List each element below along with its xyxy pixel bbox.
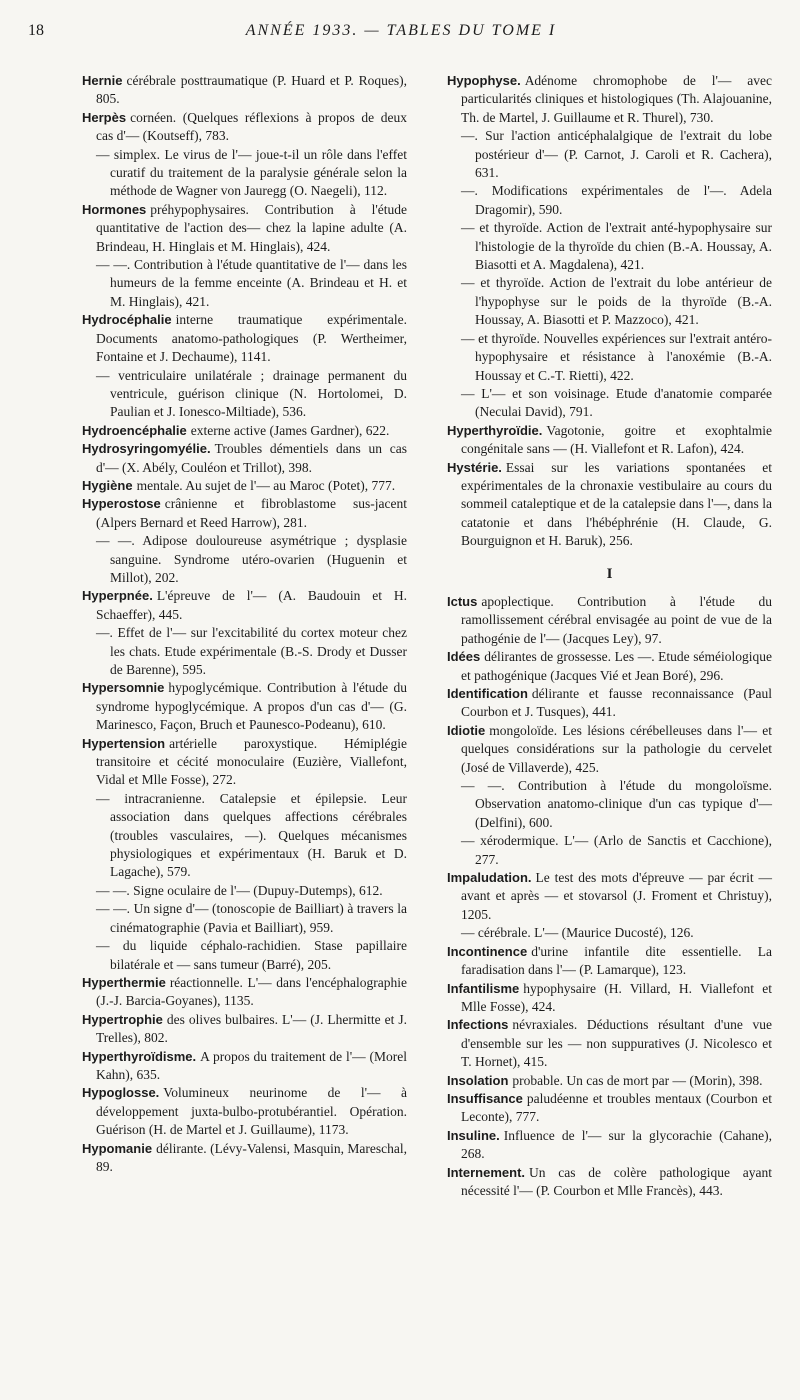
entry-headword: Hydrocéphalie (82, 312, 172, 328)
entry-headword: Hypertension (82, 735, 166, 751)
index-entry (82, 201, 407, 311)
section-letter: I (606, 565, 613, 582)
left-column (82, 72, 407, 1382)
entry-line: des olives bulbaires. L'— (J. Lhermitte et J. Trelles), 802. (96, 1011, 407, 1046)
entry-subentry (461, 924, 772, 942)
index-entry (447, 648, 772, 685)
entry-line: délirante et fausse reconnaissance (Paul Courbon et J. Tusques), 441. (461, 686, 772, 720)
index-entry (447, 422, 772, 459)
entry-line: Vagotonie, goitre et exophtalmie congénitale sans — (H. Viallefont et R. Lafon), 424. (461, 422, 772, 457)
entry-line: — et thyroïde. Action de l'extrait du lobe antérieur de l'hypophyse sur le poids de la thyroïde (B.-A. Houssay, A. Biasotti et P. Mazzoco), 421. (461, 275, 772, 328)
entry-text (82, 588, 407, 621)
entry-text (447, 594, 772, 646)
entry-line: névraxiales. Déductions résultant d'une vue d'ensemble sur les — non suppuratives (J. Nicolesco et T. Hornet), 415. (461, 1017, 772, 1070)
entry-text (447, 944, 772, 977)
page-number: 18 (28, 22, 44, 39)
entry-subentry (96, 532, 407, 587)
entry-line: préhypophysaires. Contribution à l'étude quantitative de l'action des— chez la lapine adulte (A. Brindeau, H. Hinglais et M. Hinglais), 424. (96, 201, 407, 254)
entry-headword: Hypomanie (82, 1140, 153, 1156)
entry-headword: Internement. (447, 1164, 526, 1180)
entry-headword: Hyperthyroïdie. (447, 422, 543, 438)
index-entry (82, 311, 407, 421)
index-entry (82, 72, 407, 109)
entry-headword: Hypoglosse. (82, 1085, 160, 1101)
entry-subentry (461, 777, 772, 832)
entry-line: —. Sur l'action anticéphalalgique de l'extrait du lobe postérieur d'— (P. Carnot, J. Caroli et R. Cachera), 631. (461, 128, 772, 181)
entry-headword: Impaludation. (447, 870, 532, 886)
index-entry (447, 1164, 772, 1201)
entry-line: Adénome chromophobe de l'— avec particularités cliniques et histologiques (Th. Alajouanine, Th. de Martel, J. Guillaume et R. Thurel), 730. (461, 73, 772, 125)
index-entry (447, 869, 772, 943)
index-entry (82, 109, 407, 201)
entry-subentry (96, 790, 407, 882)
entry-headword: Hypertrophie (82, 1011, 163, 1027)
index-columns (82, 72, 772, 1382)
entry-line: réactionnelle. L'— dans l'encéphalographie (J.-J. Barcia-Goyanes), 1135. (96, 974, 407, 1009)
entry-subentry (461, 832, 772, 869)
entry-text (447, 1091, 772, 1124)
index-entry (447, 1090, 772, 1127)
page-header (28, 22, 774, 48)
index-entry (82, 587, 407, 679)
entry-text (82, 496, 407, 529)
entry-line: Essai sur les variations spontanées et expérimentales de la chronaxie vestibulaire au cours du sommeil cataleptique et de la catalepsie dans l'—, dans la catatonie et dans l'hébéphrénie (H. Claude, G. Bourguignon et H. Baruk), 256. (461, 459, 772, 549)
index-entry (82, 735, 407, 974)
entry-text (447, 981, 772, 1014)
entry-line: probable. Un cas de mort par — (Morin), 398. (512, 1072, 763, 1088)
entry-line: hypophysaire (H. Villard, H. Viallefont et Mlle Fosse), 424. (461, 980, 772, 1014)
entry-line: —. Effet de l'— sur l'excitabilité du cortex moteur chez les chats. Etude expérimentale (B.-S. Drody et Dusser de Barenne), 595. (96, 625, 407, 677)
entry-line: — —. Un signe d'— (tonoscopie de Bailliart) à travers la cinématographie (Pavia et Bailliart), 959. (96, 901, 407, 935)
entry-line: cornéen. (Quelques réflexions à propos de deux cas d'— (Koutseff), 783. (96, 109, 407, 144)
index-entry (82, 477, 407, 495)
entry-subentry (96, 900, 407, 937)
entry-line: Troubles démentiels dans un cas d'— (X. Abély, Couléon et Trillot), 398. (96, 441, 407, 475)
entry-line: — intracranienne. Catalepsie et épilepsie. Leur association dans quelques affections cérébrales (troubles vasculaires, —). Quelques mécanismes physiologiques et expérimentaux (H. Baruk et D. Lagache), 579. (96, 790, 407, 880)
entry-subentry (96, 624, 407, 679)
entry-headword: Idées (447, 649, 481, 665)
entry-text (447, 723, 772, 775)
entry-line: — cérébrale. L'— (Maurice Ducosté), 126. (461, 925, 694, 941)
entry-line: — —. Adipose douloureuse asymétrique ; dysplasie sanguine. Syndrome utéro-ovarien (Huguenin et Millot), 202. (96, 533, 407, 585)
running-title: ANNÉE 1933. — TABLES DU TOME I (245, 22, 557, 39)
entry-text (447, 1017, 772, 1069)
entry-line: externe active (James Gardner), 622. (190, 422, 390, 438)
index-entry (82, 1048, 407, 1085)
entry-line: Volumineux neurinome de l'— à développement juxta-bulbo-protubérantiel. Opération. Guérison (H. de Martel et J. Guillaume), 1173. (96, 1085, 407, 1138)
entry-line: paludéenne et troubles mentaux (Courbon et Leconte), 777. (461, 1090, 772, 1125)
entry-line: — —. Signe oculaire de l'— (Dupuy-Dutemps), 612. (96, 882, 383, 898)
entry-headword: Infections (447, 1017, 509, 1033)
index-entry (82, 1140, 407, 1177)
entry-text (82, 975, 407, 1008)
entry-headword: Hyperpnée. (82, 588, 153, 604)
entry-line: Le test des mots d'épreuve — par écrit — avant et après — et stovarsol (J. Froment et Christuy), 1205. (461, 870, 772, 922)
entry-text (447, 1165, 772, 1198)
index-entry (447, 1072, 772, 1090)
index-entry (82, 1011, 407, 1048)
entry-headword: Ictus (447, 593, 478, 609)
right-column (447, 72, 772, 1382)
index-entry (447, 593, 772, 648)
entry-text (447, 870, 772, 922)
index-entry (447, 1016, 772, 1071)
entry-subentry (96, 882, 407, 900)
entry-line: cérébrale posttraumatique (P. Huard et P. Roques), 805. (96, 73, 407, 107)
entry-headword: Infantilisme (447, 980, 520, 996)
entry-line: Influence de l'— sur la glycorachie (Cahane), 268. (461, 1127, 772, 1162)
entry-text (447, 73, 772, 125)
entry-headword: Hydrosyringomyélie. (82, 441, 211, 457)
entry-line: mentale. Au sujet de l'— au Maroc (Potet), 777. (136, 477, 396, 493)
entry-headword: Hypophyse. (447, 73, 521, 88)
entry-text (447, 423, 772, 456)
entry-text (82, 110, 407, 143)
entry-line: artérielle paroxystique. Hémiplégie transitoire et cécité monoculaire (Euzière, Viallefont, Vidal et Mlle Fosse), 272. (96, 735, 407, 788)
entry-text (82, 441, 407, 474)
entry-headword: Hormones (82, 201, 147, 217)
entry-line: apoplectique. Contribution à l'étude du ramollissement cérébral envisagée au point de vue de la pathogénie de l'— (Jacques Ley), 97. (461, 593, 772, 646)
index-entry (447, 685, 772, 722)
index-entry (82, 422, 407, 440)
entry-line: délirante. (Lévy-Valensi, Masquin, Mareschal, 89. (96, 1140, 407, 1174)
entry-text (82, 312, 407, 364)
entry-subentry (96, 937, 407, 974)
entry-headword: Hyperthermie (82, 974, 166, 990)
index-entry (82, 440, 407, 477)
entry-subentry (96, 146, 407, 201)
entry-text (447, 1073, 762, 1088)
entry-text (82, 680, 407, 732)
entry-headword: Insuline. (447, 1127, 500, 1143)
entry-line: A propos du traitement de l'— (Morel Kahn), 635. (96, 1048, 407, 1082)
entry-headword: Insolation (447, 1072, 509, 1088)
entry-headword: Hygiène (82, 477, 133, 493)
entry-headword: Hypersomnie (82, 680, 165, 696)
entry-line: Un cas de colère pathologique ayant nécessité l'— (P. Courbon et Mlle Francès), 443. (461, 1164, 772, 1198)
entry-line: — du liquide céphalo-rachidien. Stase papillaire bilatérale et — sans tumeur (Barré), 205. (96, 938, 407, 972)
entry-line: hypoglycémique. Contribution à l'étude du syndrome hypoglycémique. A propos d'un cas d'— (G. Marinesco, Façon, Bruch et Paunesco-Podeanu), 610. (96, 680, 407, 733)
entry-line: —. Modifications expérimentales de l'—. Adela Dragomir), 590. (461, 183, 772, 217)
entry-line: — xérodermique. L'— (Arlo de Sanctis et Cacchione), 277. (461, 833, 772, 867)
index-entry (447, 980, 772, 1017)
entry-text (82, 1085, 407, 1137)
entry-text (447, 649, 772, 682)
entry-text (82, 423, 389, 438)
entry-line: — L'— et son voisinage. Etude d'anatomie comparée (Neculai David), 791. (461, 385, 772, 420)
entry-headword: Hyperthyroïdisme. (82, 1048, 197, 1064)
entry-subentry (96, 256, 407, 311)
entry-text (447, 1128, 772, 1161)
entry-line: — —. Contribution à l'étude quantitative de l'— dans les humeurs de la femme enceinte (A. Brindeau et H. et M. Hinglais), 421. (96, 257, 407, 309)
entry-line: — et thyroïde. Action de l'extrait anté-hypophysaire sur l'histologie de la thyroïde du chien (B.-A. Houssay, A. Biasotti et A. Magdalena), 421. (461, 220, 772, 273)
index-entry (447, 72, 772, 422)
entry-line: délirantes de grossesse. Les —. Etude séméiologique et pathogénique (Jacques Vié et Jean Boré), 296. (461, 649, 772, 683)
entry-line: — simplex. Le virus de l'— joue-t-il un rôle dans l'effet curatif du traitement de la paralysie générale selon la méthode de Wagner von Jauregg (O. Naegeli), 112. (96, 146, 407, 199)
entry-headword: Identification (447, 686, 528, 701)
entry-subentry (461, 219, 772, 274)
entry-headword: Herpès (82, 109, 127, 125)
entry-line: — —. Contribution à l'étude du mongoloïsme. Observation anatomo-clinique d'un cas typique d'— (Delfini), 600. (461, 778, 772, 830)
index-entry (82, 1084, 407, 1139)
index-entry (447, 1127, 772, 1164)
index-entry (82, 974, 407, 1011)
index-entry (447, 722, 772, 869)
entry-line: — et thyroïde. Nouvelles expériences sur l'extrait antéro-hypophysaire et résistance à l'anoxémie (B.-A. Houssay et C.-T. Rietti), 422. (461, 330, 772, 383)
entry-line: L'épreuve de l'— (A. Baudouin et H. Schaeffer), 445. (96, 588, 407, 622)
entry-subentry (461, 385, 772, 422)
entry-headword: Incontinence (447, 943, 528, 959)
entry-line: interne traumatique expérimentale. Documents anatomo-pathologiques (P. Wertheimer, Fontaine et J. Dechaume), 1141. (96, 312, 407, 365)
entry-headword: Hyperostose (82, 496, 161, 512)
entry-text (82, 1012, 407, 1045)
entry-headword: Idiotie (447, 722, 486, 738)
entry-headword: Hernie (82, 73, 123, 88)
index-entry (447, 459, 772, 551)
entry-text (82, 1141, 407, 1174)
entry-text (447, 686, 772, 719)
entry-subentry (461, 330, 772, 385)
index-entry (82, 679, 407, 734)
entry-text (82, 736, 407, 788)
entry-subentry (461, 274, 772, 329)
entry-line: — ventriculaire unilatérale ; drainage permanent du ventricule, guérison clinique (N. Hortolomei, D. Paulian et J. Ionesco-Miltiade), 536. (96, 367, 407, 420)
entry-headword: Insuffisance (447, 1090, 523, 1106)
entry-text (447, 460, 772, 549)
entry-text (82, 1049, 407, 1082)
entry-headword: Hystérie. (447, 459, 502, 475)
entry-subentry (96, 367, 407, 422)
entry-subentry (461, 182, 772, 219)
entry-line: crânienne et fibroblastome sus-jacent (Alpers Bernard et Reed Harrow), 281. (96, 496, 407, 530)
entry-subentry (461, 127, 772, 182)
entry-line: d'urine infantile dite essentielle. La faradisation dans l'— (P. Lamarque), 123. (461, 943, 772, 978)
entry-line: mongoloïde. Les lésions cérébelleuses dans l'— et quelques considérations sur la pathologie du cervelet (José de Villaverde), 425. (461, 722, 772, 775)
entry-text (82, 478, 395, 493)
entry-text (82, 73, 407, 106)
index-entry (447, 943, 772, 980)
entry-headword: Hydroencéphalie (82, 422, 187, 438)
entry-text (82, 202, 407, 254)
index-entry (82, 495, 407, 587)
